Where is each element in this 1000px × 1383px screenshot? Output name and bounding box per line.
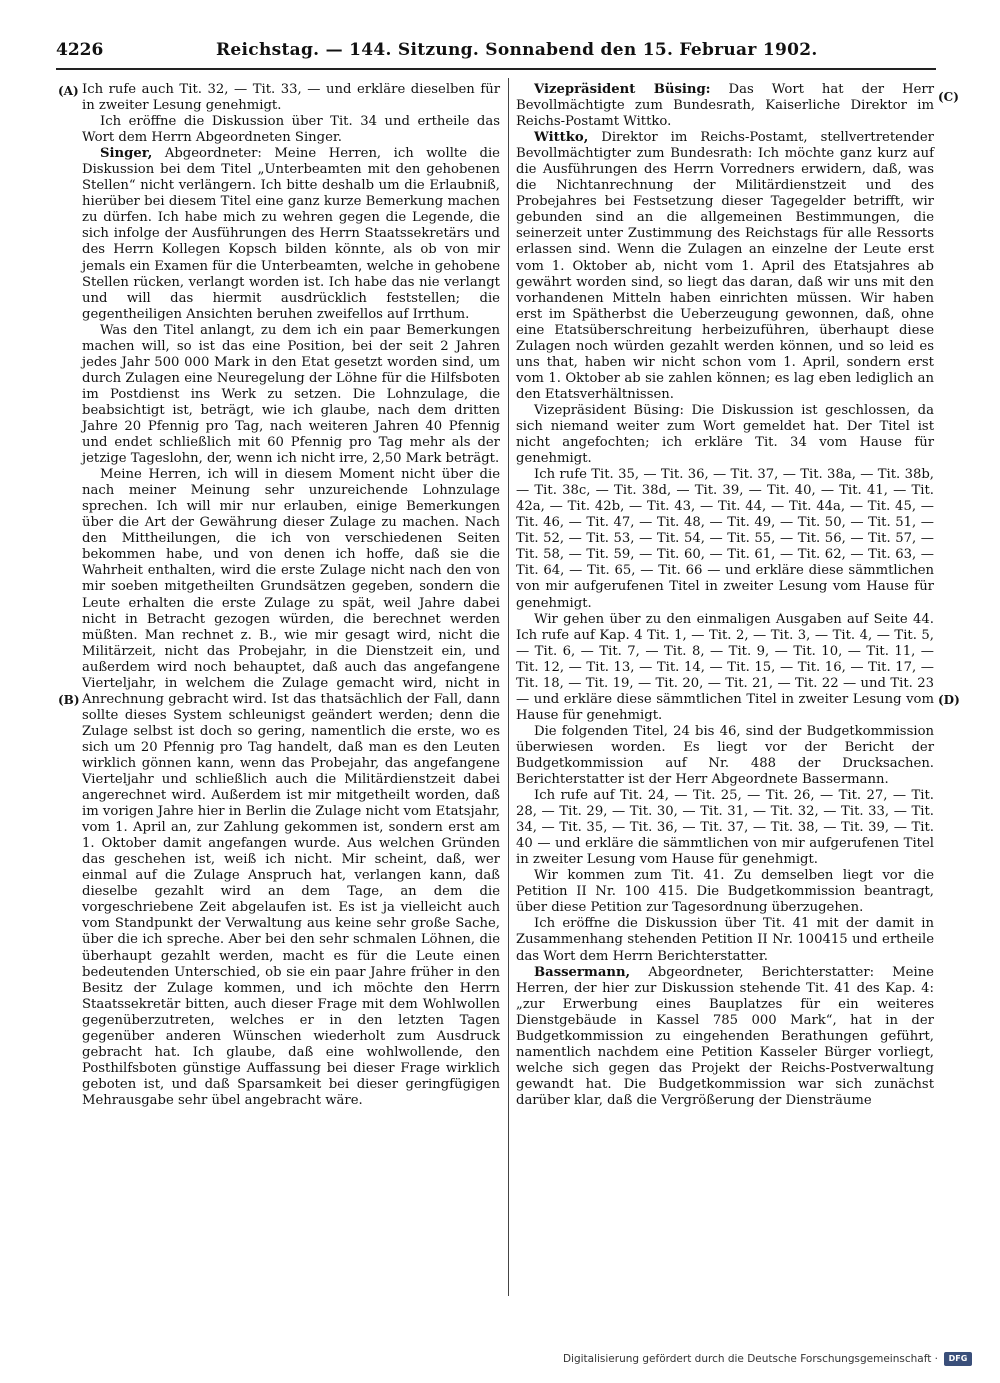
margin-mark-c: (C) xyxy=(938,90,959,104)
paragraph-text: Meine Herren, ich will in diesem Moment nicht über die nach meiner Meinung sehr unzureichende Lohnzulage sprechen. Ich will mir nur erlauben, einige Bemerkungen über die Art der Gewährung dieser Zulage zu machen. Nach den Mittheilungen, die ich von verschiedenen Seiten bekommen habe, und von denen ich hoffe, daß sie die Wahrheit enthalten, wird die erste Zulage nicht nach den von mir soeben mitgetheilten Grundsätzen gegeben, sondern die Leute erhalten die erste Zulage zu spät, weil Jahre dabei nicht in Betracht gezogen würden, die berechnet werden müßten. Man rechnet z. B., wie mir gesagt wird, nicht die Militärzeit, nicht das Probejahr, in die Dienstzeit ein, und außerdem wird noch behauptet, daß auch das angefangene Vierteljahr, in welchem die Zulage gemacht wird, nicht in Anrechnung gebracht wird. Ist das thatsächlich der Fall, dann sollte dieses System schleunigst geändert werden; denn die Zulage selbst ist doch so gering, namentlich die erste, wo es sich um 20 Pfennig pro Tag handelt, daß man es den Leuten wirklich gönnen kann, wenn das Probejahr, das angefangene Vierteljahr und schließlich auch die Militärdienstzeit dabei angerechnet wird. Außerdem ist mir mitgetheilt worden, daß im vorigen Jahre hier in Berlin die Zulage nicht vom Etatsjahr, vom 1. April an, zur Zahlung gekommen ist, sondern erst am 1. Oktober damit angefangen wurde. Aus welchen Gründen das geschehen ist, weiß ich nicht. Mir scheint, daß, wer einmal auf die Zulage Anspruch hat, verlangen kann, daß dieselbe gezahlt wird an dem Tage, an dem die vorgeschriebene Zeit abgelaufen ist. Es ist ja vielleicht auch vom Standpunkt der Verwaltung aus keine sehr große Sache, über die ich spreche. Aber bei den sehr schmalen Löhnen, die überhaupt gezahlt werden, macht es für die Leute einen bedeutenden Unterschied, ob sie ein paar Jahre früher in den Besitz der Zulage kommen, und ich möchte den Herrn Staatssekretär bitten, auch dieser Frage mit dem Wohlwollen gegenüberzutreten, welches er in den letzten Tagen gegenüber anderen Wünschen wiederholt zum Ausdruck gebracht hat. Ich glaube, daß eine wohlwollende, den Posthilfsboten günstige Auffassung bei dieser Frage wirklich geboten ist, und daß Sparsamkeit bei dieser geringfügigen Mehrausgabe sehr übel angebracht wäre. xyxy=(82,467,500,1108)
paragraph xyxy=(516,868,934,916)
paragraph-text: Ich rufe auf Tit. 24, — Tit. 25, — Tit. 26, — Tit. 27, — Tit. 28, — Tit. 29, — Tit. 30, — Tit. 31, — Tit. 32, — Tit. 33, — Tit. 34, — Tit. 35, — Tit. 36, — Tit. 37, — Tit. 38, — Tit. 39, — Tit. 40 — und erkläre die sämmtlichen von mir aufgerufenen Titel in zweiter Lesung vom Hause für genehmigt. xyxy=(516,788,934,868)
speaker-name: Bassermann, xyxy=(534,964,631,980)
paragraph xyxy=(516,403,934,467)
paragraph-text: Abgeordneter, Berichterstatter: Meine Herren, der hier zur Diskussion stehende Tit. 41 des Kap. 4: „zur Erwerbung eines Bauplatzes für ein weiteres Dienstgebäude in Kassel 785 000 Mark“, hat in der Budgetkommission zu eingehenden Berathungen geführt, namentlich nachdem eine Petition Kasseler Bürger vorliegt, welche sich gegen das Projekt der Reichs-Postverwaltung gewandt hat. Die Budgetkommission war sich zunächst darüber klar, daß die Vergrößerung der Diensträume xyxy=(516,964,934,1108)
footer xyxy=(563,1352,972,1366)
left-column xyxy=(82,82,500,1109)
right-column xyxy=(516,82,934,1109)
paragraph-text: Direktor im Reichs-Postamt, stellvertretender Bevollmächtigter zum Bundesrath: Ich möchte ganz kurz auf die Ausführungen des Herrn Vorredners erwidern, daß, was die Nichtanrechnung der Militärdienstzeit und des Probejahres bei Festsetzung dieser Tagegelder betrifft, wir gebunden sind an die allgemeinen Bestimmungen, die seinerzeit unter Zustimmung des Reichstags für alle Ressorts erlassen sind. Wenn die Zulagen an einzelne der Leute erst vom 1. Oktober ab, nicht vom 1. April des Etatsjahres ab gewährt worden sind, so liegt das daran, daß wir uns mit den vorhandenen Mitteln haben einrichten müssen. Wir haben erst im Spätherbst die Ueberzeugung gewonnen, daß, ohne eine Etatsüberschreitung herbeizuführen, überhaupt diese Zulagen noch würden gezahlt werden können, und so leid es uns that, haben wir nicht schon vom 1. April, sondern erst vom 1. Oktober ab sie zahlen können; es lag eben lediglich an den Etatsverhältnissen. xyxy=(516,130,934,402)
column-divider xyxy=(508,78,509,1296)
paragraph-text: Wir gehen über zu den einmaligen Ausgaben auf Seite 44. Ich rufe auf Kap. 4 Tit. 1, — Tit. 2, — Tit. 3, — Tit. 4, — Tit. 5, — Tit. 6, — Tit. 7, — Tit. 8, — Tit. 9, — Tit. 10, — Tit. 11, — Tit. 12, — Tit. 13, — Tit. 14, — Tit. 15, — Tit. 16, — Tit. 17, — Tit. 18, — Tit. 19, — Tit. 20, — Tit. 21, — Tit. 22 — und Tit. 23 — und erkläre diese sämmtlichen Titel in zweiter Lesung vom Hause für genehmigt. xyxy=(516,611,934,723)
paragraph-text: Ich eröffne die Diskussion über Tit. 41 mit der damit in Zusammenhang stehenden Petition II Nr. 100415 und ertheile das Wort dem Herrn Berichterstatter. xyxy=(516,916,934,964)
paragraph-text: Was den Titel anlangt, zu dem ich ein paar Bemerkungen machen will, so ist das eine Position, bei der seit 2 Jahren jedes Jahr 500 000 Mark in den Etat gesetzt worden sind, um durch Zulagen eine Neuregelung der Löhne für die Hilfsboten im Postdienst ins Werk zu setzen. Die Lohnzulage, die beabsichtigt ist, beträgt, wie ich glaube, nach dem dritten Jahre 20 Pfennig pro Tag, nach weiteren Jahren 40 Pfennig und endet schließlich mit 60 Pfennig pro Tag mehr als der jetzige Tageslohn, der, wenn ich nicht irre, 2,50 Mark beträgt. xyxy=(82,322,500,467)
paragraph-text: Vizepräsident Büsing: Die Diskussion ist geschlossen, da sich niemand weiter zum Wort gemeldet hat. Der Titel ist nicht angefochten; ich erkläre Tit. 34 vom Hause für genehmigt. xyxy=(516,402,934,467)
paragraph xyxy=(516,130,934,403)
paragraph-text: Wir kommen zum Tit. 41. Zu demselben liegt vor die Petition II Nr. 100 415. Die Budgetkommission beantragt, über diese Petition zur Tagesordnung überzugehen. xyxy=(516,868,934,916)
paragraph-text: Ich rufe auch Tit. 32, — Tit. 33, — und erkläre dieselben für in zweiter Lesung genehmigt. xyxy=(82,82,500,114)
paragraph xyxy=(82,467,500,1109)
paragraph-text: Das Wort hat der Herr Bevollmächtigte zum Bundesrath, Kaiserliche Direktor im Reichs-Postamt Wittko. xyxy=(516,82,934,130)
paragraph xyxy=(516,82,934,130)
paragraph xyxy=(516,916,934,964)
paragraph xyxy=(516,788,934,868)
dfg-logo-icon: DFG xyxy=(944,1352,972,1366)
paragraph xyxy=(516,724,934,788)
paragraph xyxy=(82,114,500,146)
paragraph-text: Ich eröffne die Diskussion über Tit. 34 und ertheile das Wort dem Herrn Abgeordneten Singer. xyxy=(82,114,500,146)
speaker-name: Singer, xyxy=(100,146,153,162)
footer-text: Digitalisierung gefördert durch die Deutsche Forschungsgemeinschaft · xyxy=(562,1353,938,1365)
running-head: Reichstag. — 144. Sitzung. Sonnabend den 15. Februar 1902. xyxy=(216,40,818,60)
margin-mark-a: (A) xyxy=(58,84,79,98)
margin-mark-d: (D) xyxy=(938,693,960,707)
paragraph-text: Ich rufe Tit. 35, — Tit. 36, — Tit. 37, — Tit. 38a, — Tit. 38b, — Tit. 38c, — Tit. 38d, — Tit. 39, — Tit. 40, — Tit. 41, — Tit. 42a, — Tit. 42b, — Tit. 43, — Tit. 44, — Tit. 44a, — Tit. 45, — Tit. 46, — Tit. 47, — Tit. 48, — Tit. 49, — Tit. 50, — Tit. 51, — Tit. 52, — Tit. 53, — Tit. 54, — Tit. 55, — Tit. 56, — Tit. 57, — Tit. 58, — Tit. 59, — Tit. 60, — Tit. 61, — Tit. 62, — Tit. 63, — Tit. 64, — Tit. 65, — Tit. 66 — und erkläre diese sämmtlichen von mir aufgerufenen Titel in zweiter Lesung vom Hause für genehmigt. xyxy=(516,467,934,611)
page-header xyxy=(56,40,936,66)
page-number: 4226 xyxy=(56,40,104,60)
paragraph xyxy=(516,467,934,611)
paragraph-text: Abgeordneter: Meine Herren, ich wollte die Diskussion bei dem Titel „Unterbeamten mit den gehobenen Stellen“ nicht verlängern. Ich bitte deshalb um die Erlaubniß, hierüber bei diesem Titel eine ganz kurze Bemerkung machen zu dürfen. Ich habe mich zu wehren gegen die Legende, die sich infolge der Ausführungen des Herrn Staatssekretärs und des Herrn Kollegen Kopsch bilden könnte, als ob von mir jemals ein Examen für die Unterbeamten, welche in gehobene Stellen rücken, verlangt worden ist. Ich habe das nie verlangt und will das hiermit ausdrücklich feststellen; die gegentheiligen Ansichten beruhen zweifellos auf Irrthum. xyxy=(82,146,500,322)
paragraph xyxy=(516,612,934,724)
header-rule xyxy=(56,68,936,70)
speaker-name: Wittko, xyxy=(534,130,589,146)
margin-mark-b: (B) xyxy=(58,693,80,707)
paragraph xyxy=(82,82,500,114)
paragraph-text: Die folgenden Titel, 24 bis 46, sind der Budgetkommission überwiesen worden. Es liegt vor der Bericht der Budgetkommission auf Nr. 488 der Drucksachen. Berichterstatter ist der Herr Abgeordnete Bassermann. xyxy=(516,723,934,788)
paragraph xyxy=(82,323,500,467)
paragraph xyxy=(516,965,934,1109)
paragraph xyxy=(82,146,500,323)
speaker-name: Vizepräsident Büsing: xyxy=(534,82,711,97)
